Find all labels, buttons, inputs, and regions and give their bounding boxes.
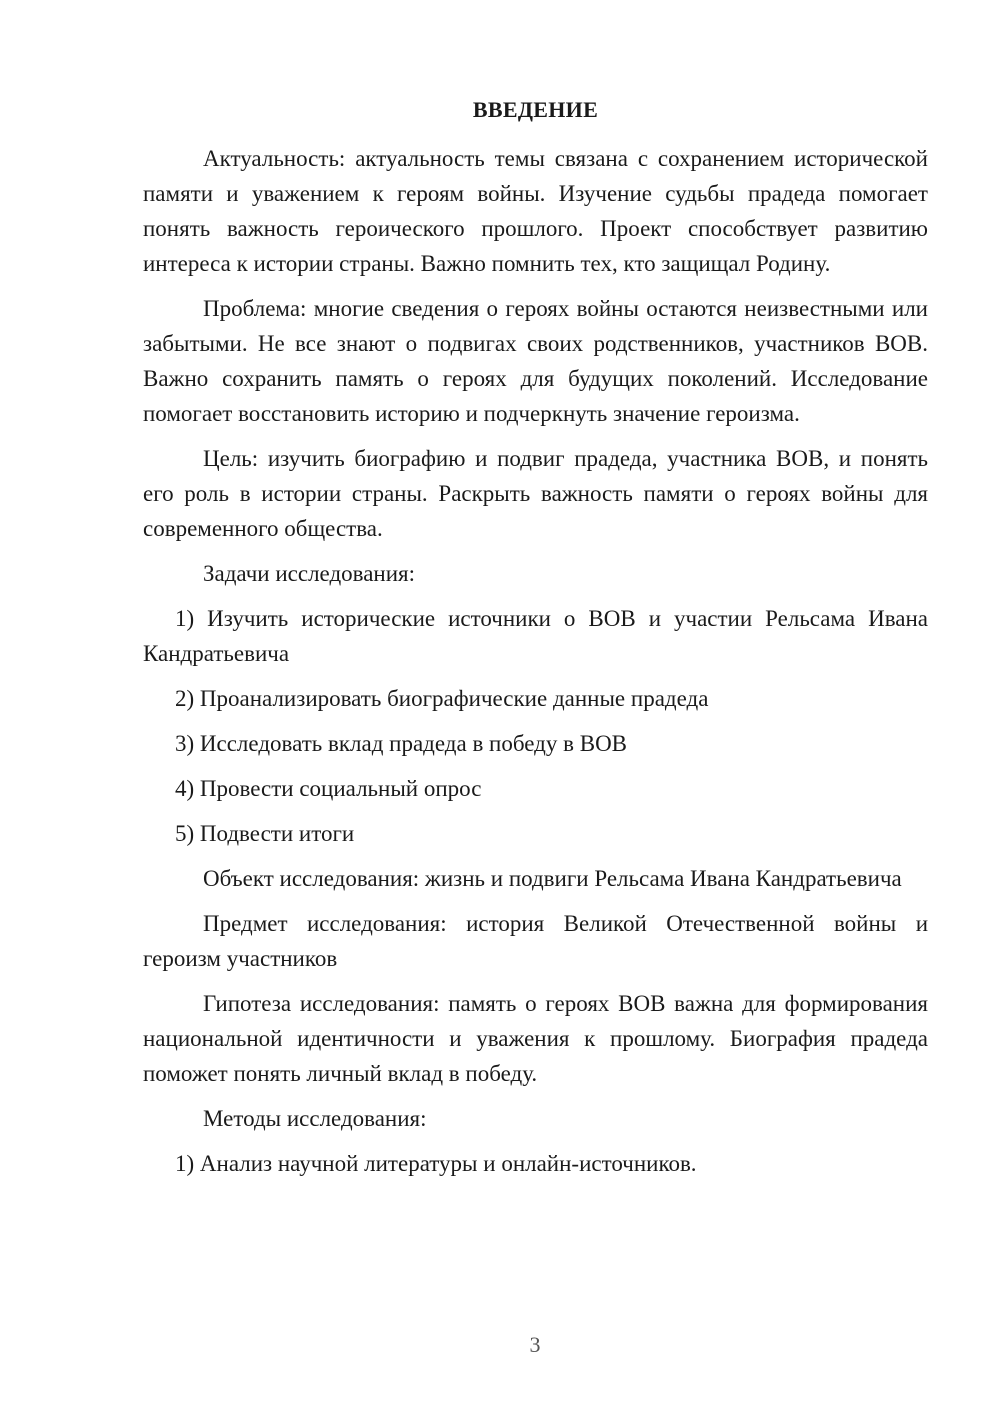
relevance-paragraph: Актуальность: актуальность темы связана с сохранением исторической памяти и уважением к героям войны. Изучение судьбы прадеда помогает понять важность героического прошлого. Проект способствует развитию интереса к истории страны. Важно помнить тех, кто защищал Родину. [143, 146, 928, 276]
hypothesis-paragraph: Гипотеза исследования: память о героях ВОВ важна для формирования национальной идентичности и уважения к прошлому. Биография прадеда поможет понять личный вклад в победу. [143, 991, 928, 1086]
tasks-heading: Задачи исследования: [203, 561, 416, 586]
task-item-4: 4) Провести социальный опрос [175, 776, 482, 801]
section-heading: ВВЕДЕНИЕ [472, 97, 599, 122]
object-paragraph: Объект исследования: жизнь и подвиги Рельсама Ивана Кандратьевича [203, 866, 902, 891]
task-item-5: 5) Подвести итоги [175, 821, 355, 846]
problem-paragraph: Проблема: многие сведения о героях войны остаются неизвестными или забытыми. Не все знают о подвигах своих родственников, участников ВОВ. Важно сохранить память о героях для будущих поколений. Исследование помогает восстановить историю и подчеркнуть значение героизма. [143, 296, 928, 426]
method-item-1: 1) Анализ научной литературы и онлайн-источников. [175, 1151, 697, 1176]
page-number: 3 [529, 1332, 541, 1357]
subject-paragraph: Предмет исследования: история Великой Отечественной войны и героизм участников [143, 911, 928, 971]
goal-paragraph: Цель: изучить биографию и подвиг прадеда, участника ВОВ, и понять его роль в истории страны. Раскрыть важность памяти о героях войны для современного общества. [143, 446, 928, 541]
task-item-2: 2) Проанализировать биографические данные прадеда [175, 686, 709, 711]
methods-heading: Методы исследования: [203, 1106, 427, 1131]
task-item-3: 3) Исследовать вклад прадеда в победу в ВОВ [175, 731, 628, 756]
document-page [143, 92, 928, 1191]
task-item-1: 1) Изучить исторические источники о ВОВ и участии Рельсама Ивана Кандратьевича [143, 606, 928, 666]
